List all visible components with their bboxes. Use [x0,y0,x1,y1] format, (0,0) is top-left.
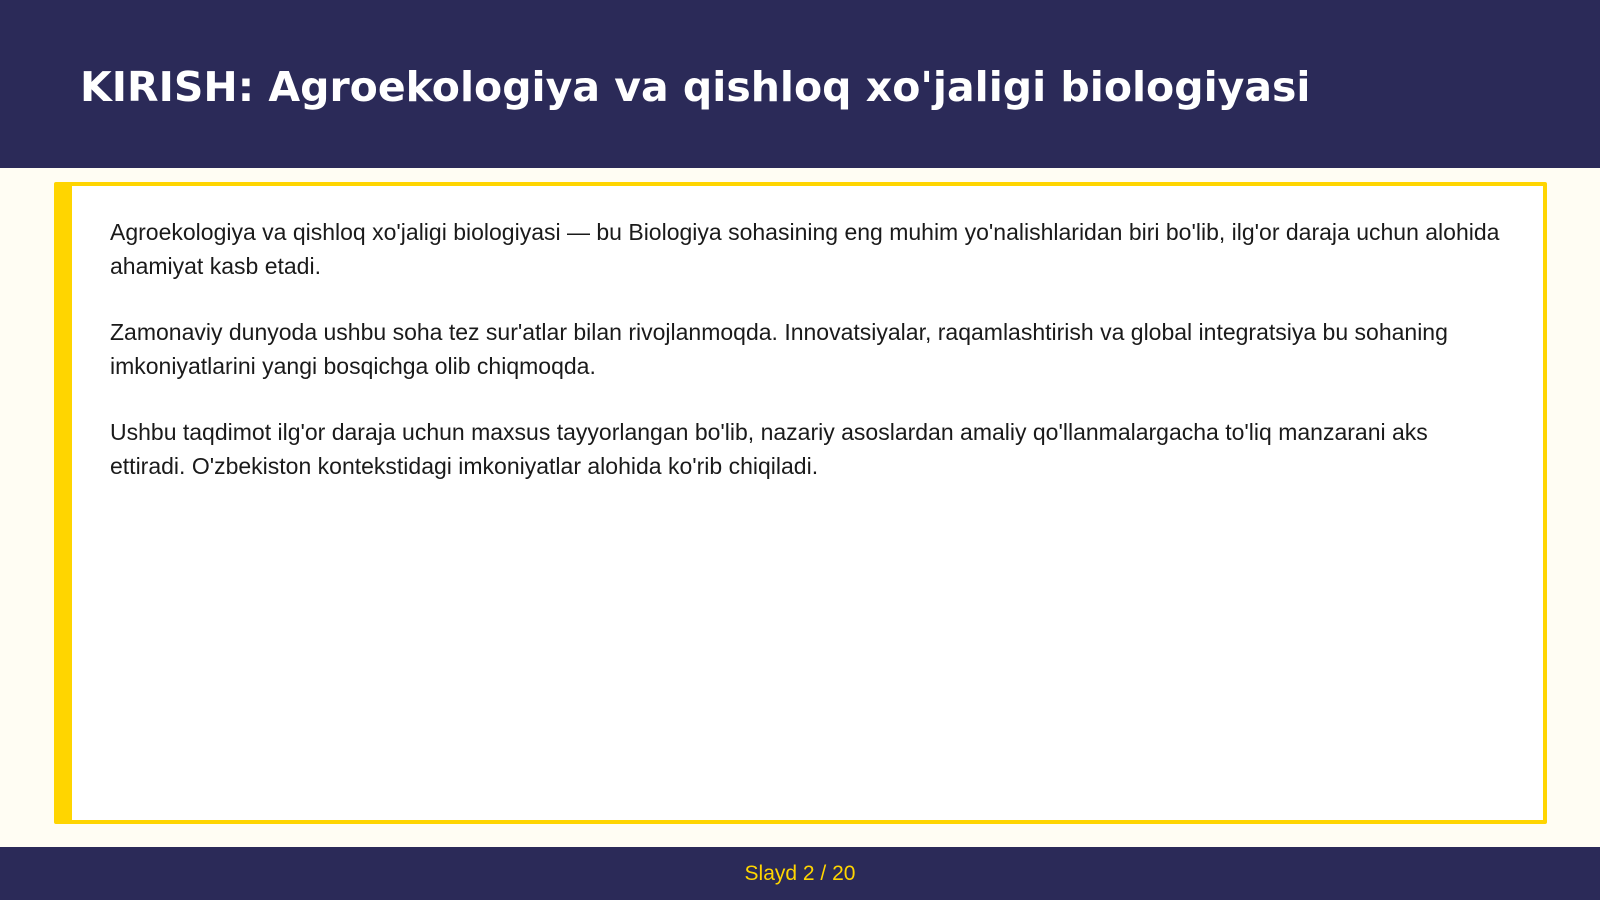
slide-footer [0,847,1600,900]
slide-header [0,0,1600,168]
modern-world-paragraph: Zamonaviy dunyoda ushbu soha tez sur'atlar bilan rivojlanmoqda. Innovatsiyalar, raqamlashtirish va global integratsiya bu sohaning imkoniyatlarini yangi bosqichga olib chiqmoqda. [110,319,1448,379]
slide-title: KIRISH: Agroekologiya va qishloq xo'jaligi biologiyasi [80,63,1311,111]
slide-counter: Slayd 2 / 20 [744,862,856,885]
intro-paragraph: Agroekologiya va qishloq xo'jaligi biologiyasi — bu Biologiya sohasining eng muhim yo'nalishlaridan biri bo'lib, ilg'or daraja uchun alohida ahamiyat kasb etadi. [110,219,1500,279]
presentation-scope-paragraph: Ushbu taqdimot ilg'or daraja uchun maxsus tayyorlangan bo'lib, nazariy asoslardan amaliy qo'llanmalargacha to'liq manzarani aks ettiradi. O'zbekiston kontekstidagi imkoniyatlar alohida ko'rib chiqiladi. [110,419,1428,479]
content-panel [54,182,1547,824]
